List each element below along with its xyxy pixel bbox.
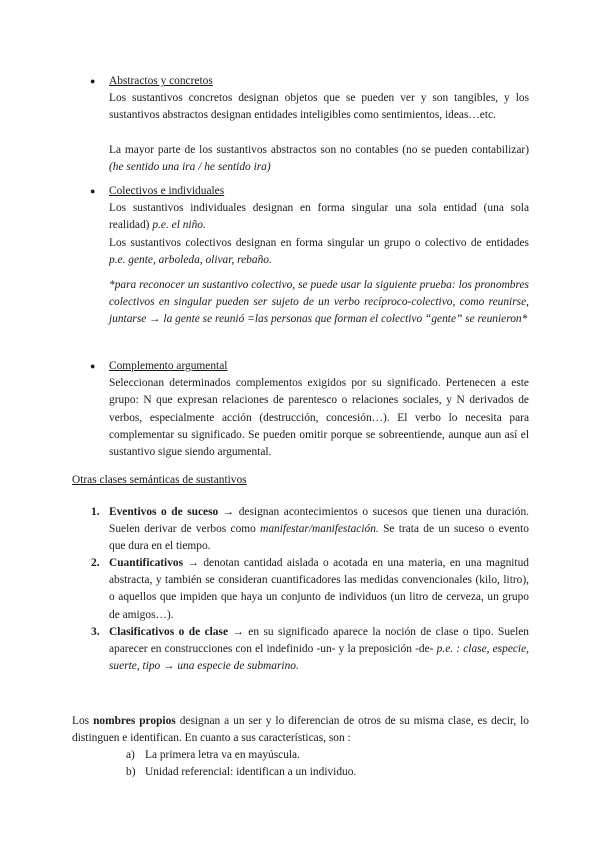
proper-nouns-paragraph: Los nombres propios designan a un ser y lo diferencian de otros de su misma clase, es decir, lo distinguen e identifican. En cuanto a sus características, son : <box>72 715 529 745</box>
bullet-paragraph: La mayor parte de los sustantivos abstractos son no contables (no se pueden contabilizar) (he sentido una ira / he sentido ira) <box>109 143 529 173</box>
list-number: 1. <box>91 506 100 518</box>
numbered-item-eventivos: Eventivos o de suceso → designan acontecimientos o sucesos que tienen una duración. Suelen derivar de verbos como manifestar/manifestación. Se trata de un suceso o evento que dura en el tiempo. <box>109 506 529 553</box>
bullet-icon: ● <box>90 76 96 86</box>
bullet-paragraph: Los sustantivos individuales designan en forma singular una sola entidad (una sola realidad) p.e. el niño. <box>109 202 529 232</box>
bullet-paragraph: Seleccionan determinados complementos exigidos por su significado. Pertenecen a este grupo: N que expresan relaciones de parentesco o relaciones sociales, y N derivados de verbos, especialmente acción (destrucción, concesión…). El verbo lo necesita para complementar su significado. Se pueden omitir porque se sobreentiende, aunque aun así el sustantivo sigue siendo argumental. <box>109 377 529 459</box>
example-text: (he sentido una ira / he sentido ira) <box>109 160 271 173</box>
list-marker: b) <box>126 766 136 778</box>
section-heading: Otras clases semánticas de sustantivos <box>72 474 247 486</box>
bullet-icon: ● <box>90 186 96 196</box>
term: Clasificativos o de clase <box>109 626 228 638</box>
bullet-abstractos <box>109 73 529 176</box>
example-text: manifestar/manifestación. <box>260 523 379 536</box>
proper-nouns-term: nombres propios <box>93 715 176 727</box>
example-text: p.e. el niño. <box>152 219 206 232</box>
note-text: *para reconocer un sustantivo colectivo, se puede usar la siguiente prueba: los pronombres colectivos en singular pueden ser sujeto de un verbo recíproco-colectivo, como reunirse, juntarse → la gente se reunió =las personas que forman el colectivo “gente” se reunieron* <box>109 279 529 326</box>
list-number: 3. <box>91 626 100 638</box>
numbered-item-cuantificativos: Cuantificativos → denotan cantidad aislada o acotada en una materia, en una magnitud abstracta, y también se consideran cuantificadores las medidas convencionales (kilo, litro), o aquellos que impiden que haya un conjunto de individuos (un litro de cerveza, un grupo de amigos…). <box>109 557 529 621</box>
example-text: p.e. gente, arboleda, olivar, rebaño. <box>109 253 272 266</box>
bullet-colectivos <box>109 183 529 329</box>
list-marker: a) <box>126 749 135 761</box>
bullet-title: Complemento argumental <box>109 360 228 372</box>
bullet-icon: ● <box>90 361 96 371</box>
bullet-paragraph: Los sustantivos concretos designan objetos que se pueden ver y son tangibles, y los sustantivos abstractos designan entidades inteligibles como sentimientos, ideas…etc. <box>109 92 529 122</box>
list-item: Unidad referencial: identifican a un individuo. <box>145 766 357 778</box>
term: Cuantificativos <box>109 557 184 569</box>
term: Eventivos o de suceso <box>109 506 219 518</box>
bullet-title: Colectivos e individuales <box>109 185 225 197</box>
list-item: La primera letra va en mayúscula. <box>145 749 300 761</box>
bullet-title: Abstractos y concretos <box>109 75 213 87</box>
bullet-paragraph: Los sustantivos colectivos designan en forma singular un grupo o colectivo de entidades p.e. gente, arboleda, olivar, rebaño. <box>109 236 529 266</box>
example-text: p.e. : clase, especie, suerte, tipo → una especie de submarino. <box>109 643 529 673</box>
list-number: 2. <box>91 557 100 569</box>
bullet-complemento <box>109 358 529 461</box>
numbered-item-clasificativos: Clasificativos o de clase → en su significado aparece la noción de clase o tipo. Suelen aparecer en construcciones con el indefinido -un- y la preposición -de- p.e. : clase, especie, suerte, tipo → una especie de submarino. <box>109 626 529 673</box>
